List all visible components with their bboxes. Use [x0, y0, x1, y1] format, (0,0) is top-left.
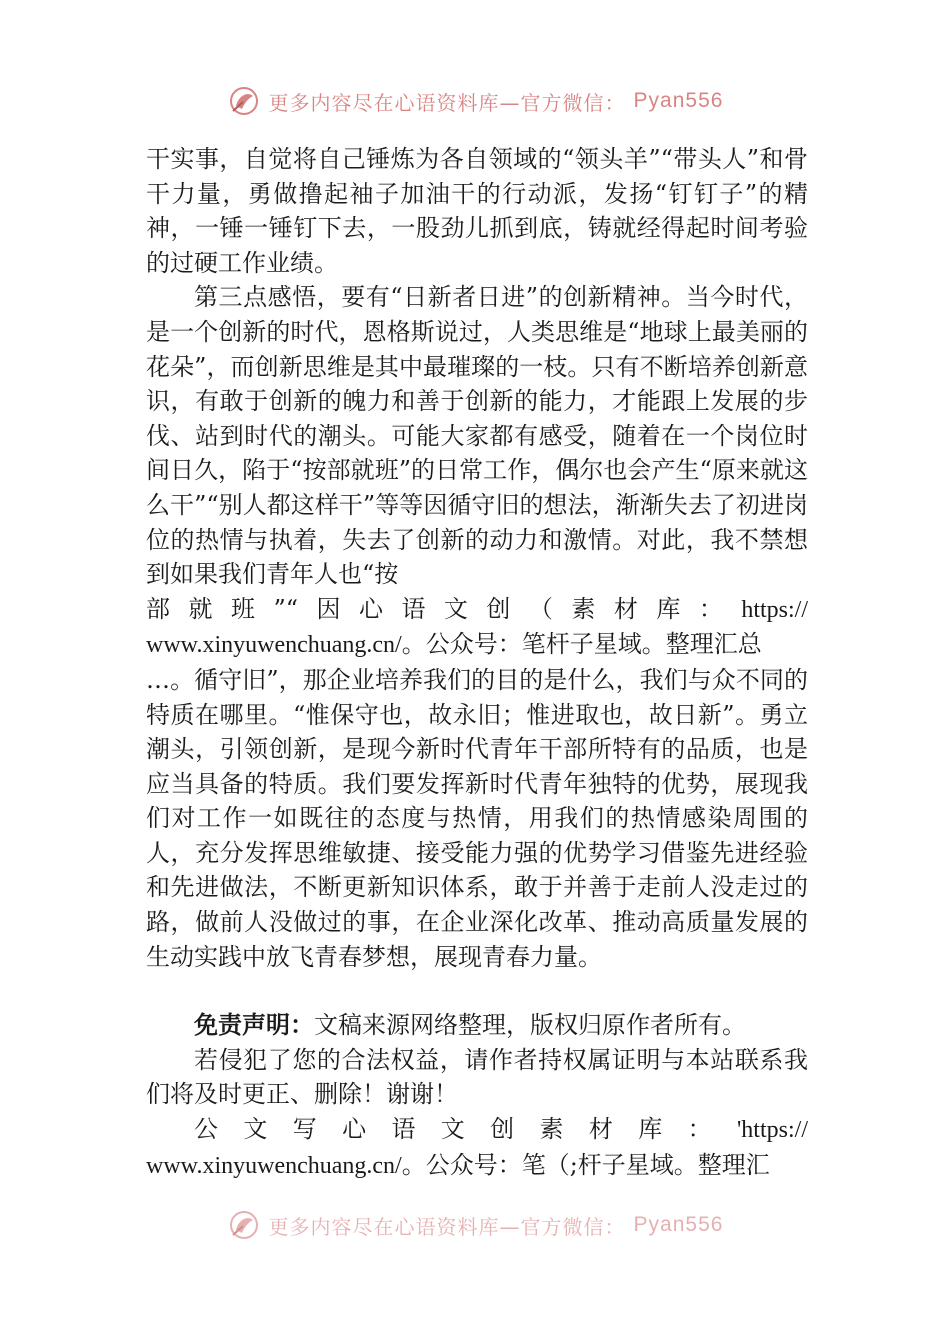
- document-body: [146, 142, 808, 1183]
- watermark-wechat-id: Pyan556: [633, 1213, 724, 1236]
- source-line-url: https://: [741, 596, 808, 623]
- paragraph-spacer: [146, 974, 808, 1008]
- header-watermark: [0, 84, 950, 118]
- paragraph-third-insight: 第三点感悟，要有“日新者日进”的创新精神。当今时代，是一个创新的时代，恩格斯说过，人类思维是“地球上最美丽的花朵”，而创新思维是其中最璀璨的一枝。只有不断培养创新意识，有敢于创新的魄力和善于创新的能力，才能跟上发展的步伐、站到时代的潮头。可能大家都有感受，随着在一个岗位时间日久，陷于“按部就班”的日常工作，偶尔也会产生“原来就这么干”“别人都这样干”等等因循守旧的想法，渐渐失去了初进岗位的热情与执着，失去了创新的动力和激情。对此，我不禁想到如果我们青年人也“按: [146, 283, 808, 589]
- watermark-wechat-id: Pyan556: [633, 89, 724, 112]
- disclaimer-wechat-text: 。公众号：笔（;杆子星域。整理汇: [401, 1150, 770, 1179]
- disclaimer-domain: www.xinyuwenchuang.cn/: [146, 1152, 402, 1179]
- disclaimer-source-line: [146, 1112, 808, 1148]
- logo-icon: [227, 84, 261, 118]
- paragraph-continuation: 干实事，自觉将自己锤炼为各自领域的“领头羊”“带头人”和骨干力量，勇做撸起袖子加油干的行动派，发扬“钉钉子”的精神，一锤一锤钉下去，一股劲儿抓到底，铸就经得起时间考验的过硬工作业绩。: [146, 145, 808, 277]
- disclaimer-source-url: 'https://: [736, 1117, 808, 1144]
- paragraph-source-line: [146, 592, 808, 628]
- logo-icon: [227, 1208, 261, 1242]
- footer-watermark: [0, 1208, 950, 1242]
- source-line-text: 部就班”“因心语文创（素材库：: [146, 594, 742, 623]
- watermark-text: 更多内容尽在心语资料库—官方微信：: [268, 1214, 626, 1239]
- source-domain: www.xinyuwenchuang.cn/: [146, 632, 402, 659]
- disclaimer-url-line: [146, 1148, 808, 1184]
- disclaimer-text: 文稿来源网络整理，版权归原作者所有。: [314, 1011, 746, 1040]
- paragraph-source-url-line: [146, 627, 808, 663]
- watermark-text: 更多内容尽在心语资料库—官方微信：: [268, 90, 626, 115]
- disclaimer-source-text: 公文写心语文创素材库：: [194, 1115, 737, 1144]
- disclaimer-contact: 若侵犯了您的合法权益，请作者持权属证明与本站联系我们将及时更正、删除！谢谢！: [146, 1045, 808, 1109]
- source-wechat-text: 。公众号：笔杆子星域。整理汇总: [401, 630, 762, 659]
- paragraph-innovation: …。循守旧”，那企业培养我们的目的是什么，我们与众不同的特质在哪里。“惟保守也，故永旧；惟进取也，故日新”。勇立潮头，引领创新，是现今新时代青年干部所特有的品质，也是应当具备的特质。我们要发挥新时代青年独特的优势，展现我们对工作一如既往的态度与热情，用我们的热情感染周围的人，充分发挥思维敏捷、接受能力强的优势学习借鉴先进经验和先进做法，不断更新知识体系，敢于并善于走前人没走过的路，做前人没做过的事，在企业深化改革、推动高质量发展的生动实践中放飞青春梦想，展现青春力量。: [146, 665, 808, 971]
- disclaimer-label: 免责声明：: [194, 1011, 314, 1040]
- disclaimer-line: [146, 1008, 808, 1043]
